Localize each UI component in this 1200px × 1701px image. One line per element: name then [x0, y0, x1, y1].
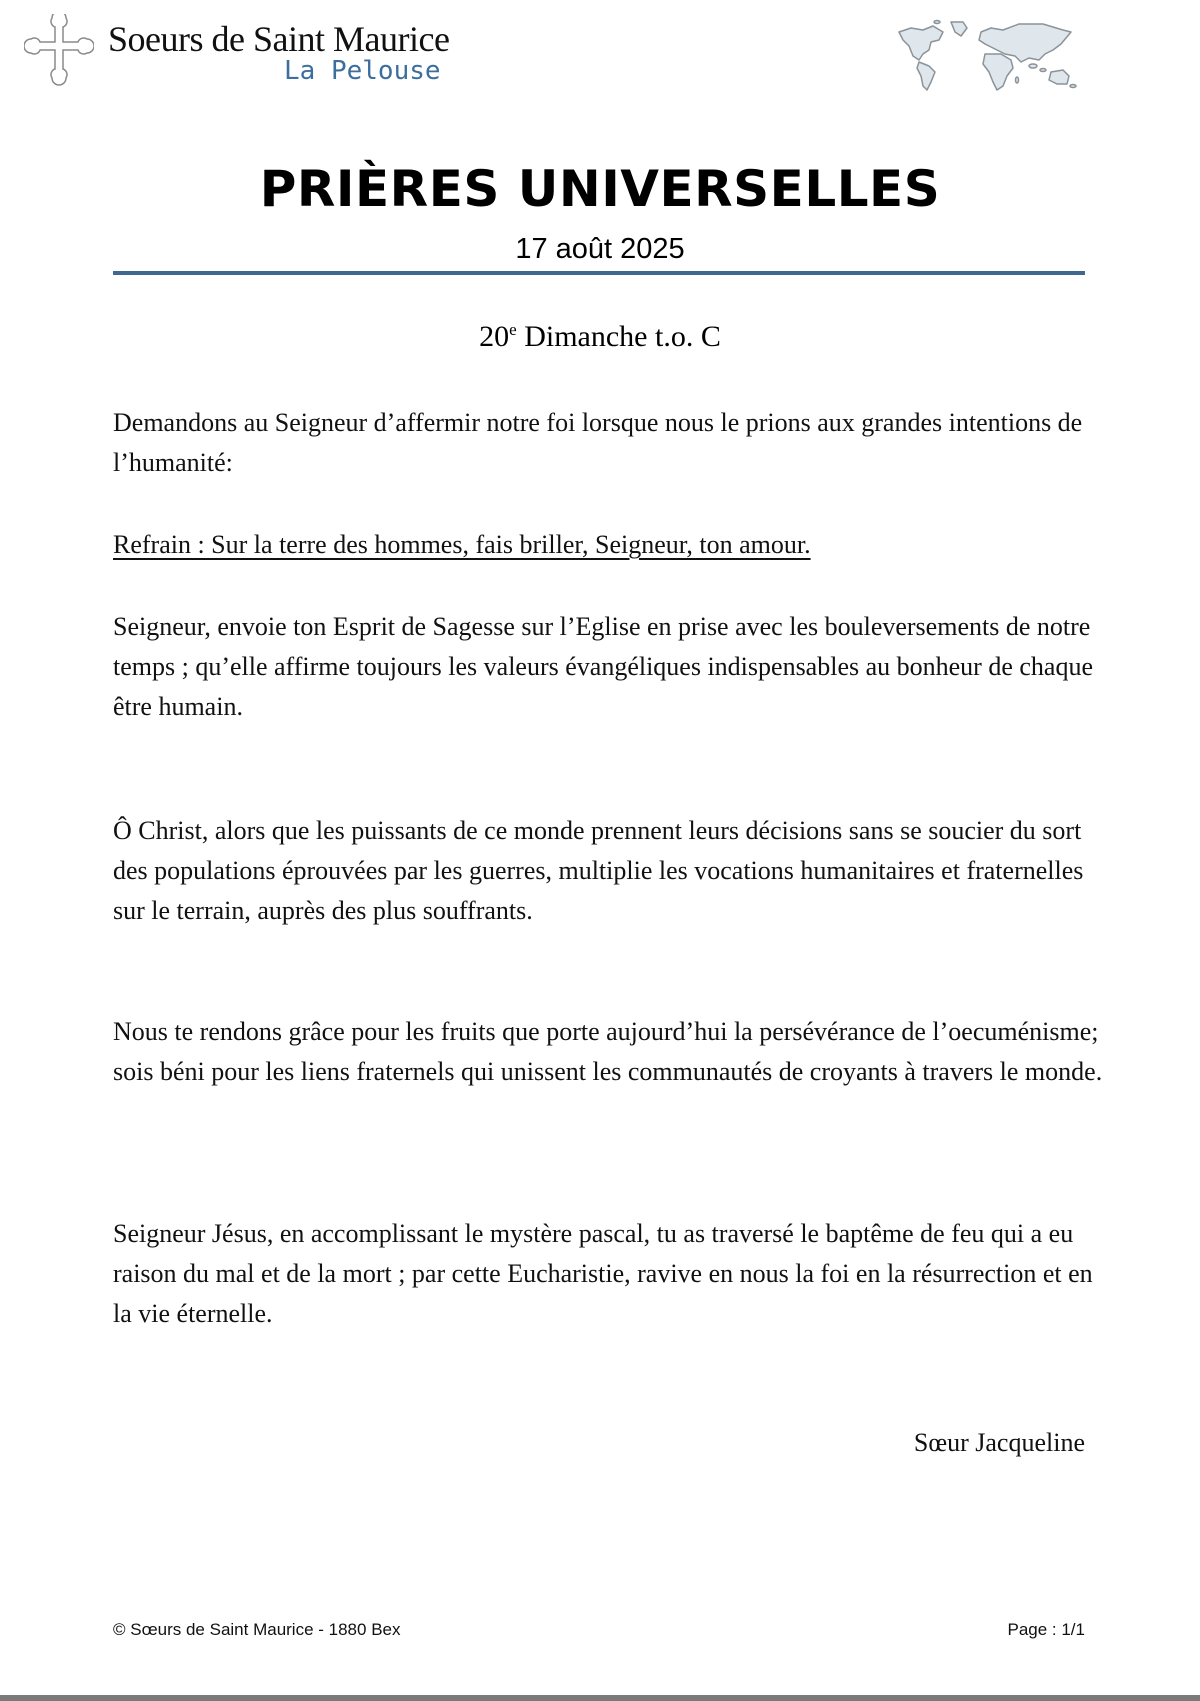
- intention-paragraph: Seigneur Jésus, en accomplissant le mystère pascal, tu as traversé le baptême de feu qui a eu raison du mal et de la mort ; par cette Eucharistie, ravive en nous la foi en la résurrection et en la vie éternelle.: [113, 1219, 1093, 1328]
- intention-paragraph: Seigneur, envoie ton Esprit de Sagesse sur l’Eglise en prise avec les bouleversements de notre temps ; qu’elle affirme toujours les valeurs évangéliques indispensables au bonheur de chaque être humain.: [113, 612, 1094, 721]
- intention-paragraph: Ô Christ, alors que les puissants de ce monde prennent leurs décisions sans se soucier du sort des populations éprouvées par les guerres, multiplie les vocations humanitaires et fraternelles sur le terrain, auprès des plus souffrants.: [113, 816, 1084, 925]
- refrain: Refrain : Sur la terre des hommes, fais briller, Seigneur, ton amour.: [113, 530, 811, 559]
- document-date: 17 août 2025: [515, 233, 685, 265]
- title-divider: [113, 271, 1085, 275]
- cross-icon: [24, 14, 94, 90]
- brand-subtitle: La Pelouse: [284, 56, 441, 86]
- signature: Sœur Jacqueline: [913, 1428, 1085, 1457]
- footer-copyright: © Sœurs de Saint Maurice - 1880 Bex: [113, 1620, 401, 1639]
- liturgical-sunday: [0, 320, 1200, 354]
- intention-paragraph: Nous te rendons grâce pour les fruits que porte aujourd’hui la persévérance de l’oecuménisme; sois béni pour les liens fraternels qui unissent les communautés de croyants à travers le monde.: [113, 1017, 1103, 1086]
- intro-paragraph: Demandons au Seigneur d’affermir notre foi lorsque nous le prions aux grandes intentions de l’humanité:: [113, 408, 1083, 477]
- brand-name: Soeurs de Saint Maurice: [108, 19, 450, 59]
- sunday-suffix: e: [509, 320, 517, 339]
- footer-page-number: Page : 1/1: [1007, 1620, 1085, 1639]
- sunday-label: Dimanche t.o. C: [516, 320, 721, 353]
- sunday-number: 20: [479, 320, 510, 353]
- page-bottom-edge: [0, 1695, 1200, 1701]
- world-map-icon: [893, 10, 1089, 92]
- page-title: PRIÈRES UNIVERSELLES: [259, 160, 941, 218]
